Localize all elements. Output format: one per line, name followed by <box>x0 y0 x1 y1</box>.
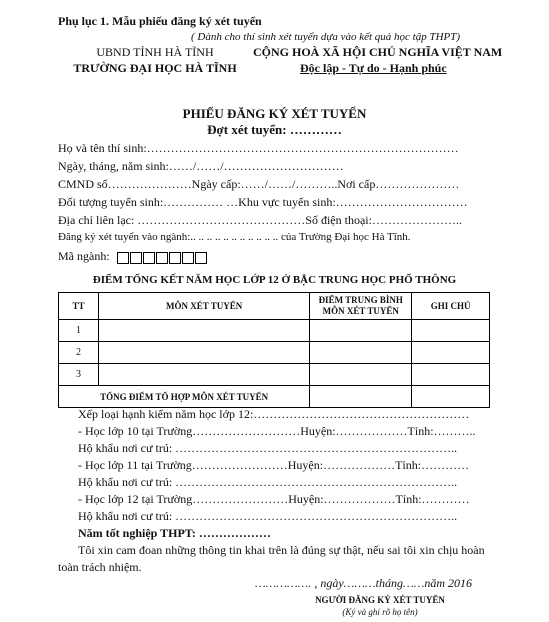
code-box[interactable] <box>169 252 181 264</box>
grade10-school-line[interactable]: - Học lớp 10 tại Trường………………………Huyện:………………Tỉnh:……….. <box>78 424 476 438</box>
field-birth-date[interactable]: Ngày, tháng, năm sinh:……/……/………………………… <box>58 159 344 173</box>
total-row <box>59 386 490 408</box>
appendix-title: Phụ lục 1. Mẫu phiếu đăng ký xét tuyển <box>58 14 262 28</box>
declaration-line1: Tôi xin cam đoan những thông tin khai trên là đúng sự thật, nếu sai tôi xin chịu hoàn <box>78 543 485 557</box>
signature-note: (Ký và ghi rõ họ tên) <box>342 607 418 617</box>
grade11-school-line[interactable]: - Học lớp 11 tại Trường……………………Huyện:………………Tỉnh:………… <box>78 458 470 472</box>
graduation-year-line[interactable]: Năm tốt nghiệp THPT: ……………… <box>78 526 271 540</box>
average-cell[interactable] <box>310 364 412 386</box>
table-heading: ĐIỂM TỔNG KẾT NĂM HỌC LỚP 12 Ở BẬC TRUNG HỌC PHỔ THÔNG <box>92 274 457 286</box>
code-box[interactable] <box>117 252 129 264</box>
total-label: TỔNG ĐIỂM TỔ HỢP MÔN XÉT TUYỂN <box>59 386 310 408</box>
col-note-header: GHI CHÚ <box>412 293 490 320</box>
code-box[interactable] <box>195 252 207 264</box>
grade10-residence-line[interactable]: Hộ khẩu nơi cư trú: …………………………………………………………….. <box>78 441 458 455</box>
code-box[interactable] <box>156 252 168 264</box>
col-average-header: ĐIỂM TRUNG BÌNH MÔN XÉT TUYỂN <box>310 293 412 320</box>
table-row <box>59 342 490 364</box>
declaration-line2: toàn trách nhiệm. <box>58 560 142 574</box>
field-id-card[interactable]: CMND số…………………Ngày cấp:……/……/………..Nơi cấp………………… <box>58 177 460 191</box>
table-row <box>59 320 490 342</box>
total-note-cell[interactable] <box>412 386 490 408</box>
row-number: 2 <box>59 342 99 364</box>
grade12-school-line[interactable]: - Học lớp 12 tại Trường……………………Huyện:………………Tỉnh:………… <box>78 492 470 506</box>
row-number: 1 <box>59 320 99 342</box>
conduct-rating-line[interactable]: Xếp loại hạnh kiểm năm học lớp 12:……………………………………………… <box>78 407 470 421</box>
major-code-row <box>58 249 208 265</box>
field-major-registration[interactable]: Đăng ký xét tuyển vào ngành:.. .. .. .. .. .. .. .. .. .. .. của Trường Đại học Hà Tĩnh. <box>58 231 411 243</box>
note-cell[interactable] <box>412 364 490 386</box>
field-full-name[interactable]: Họ và tên thí sinh:…………………………………………………………………… <box>58 141 459 155</box>
header-right-line1: CỘNG HOÀ XÃ HỘI CHỦ NGHĨA VIỆT NAM <box>253 45 503 59</box>
form-round: Đợt xét tuyển: ………… <box>207 122 342 137</box>
header-left-line2: TRƯỜNG ĐẠI HỌC HÀ TĨNH <box>73 61 237 75</box>
code-box[interactable] <box>130 252 142 264</box>
appendix-note: ( Dành cho thí sinh xét tuyển dựa vào kết quả học tập THPT) <box>191 31 461 43</box>
note-cell[interactable] <box>412 342 490 364</box>
average-cell[interactable] <box>310 320 412 342</box>
major-code-label: Mã ngành: <box>58 249 110 263</box>
signature-title: NGƯỜI ĐĂNG KÝ XÉT TUYỂN <box>315 595 445 605</box>
subject-cell[interactable] <box>98 342 309 364</box>
total-value-cell[interactable] <box>310 386 412 408</box>
header-right-line2: Độc lập - Tự do - Hạnh phúc <box>300 61 447 75</box>
grade11-residence-line[interactable]: Hộ khẩu nơi cư trú: …………………………………………………………….. <box>78 475 458 489</box>
table-header-row <box>59 293 490 320</box>
subject-cell[interactable] <box>98 320 309 342</box>
header-left-line1: UBND TỈNH HÀ TĨNH <box>96 45 214 59</box>
code-box[interactable] <box>182 252 194 264</box>
grade12-residence-line[interactable]: Hộ khẩu nơi cư trú: …………………………………………………………….. <box>78 509 458 523</box>
average-cell[interactable] <box>310 342 412 364</box>
scores-table <box>58 292 490 408</box>
field-address[interactable]: Địa chỉ liên lạc: ……………………………………Số điện thoại:………………….. <box>58 213 462 227</box>
code-box[interactable] <box>143 252 155 264</box>
row-number: 3 <box>59 364 99 386</box>
col-subject-header: MÔN XÉT TUYỂN <box>98 293 309 320</box>
col-tt-header: TT <box>59 293 99 320</box>
form-title: PHIẾU ĐĂNG KÝ XÉT TUYỂN <box>182 106 367 121</box>
note-cell[interactable] <box>412 320 490 342</box>
signature-date-line[interactable]: ……………. , ngày………tháng……năm 2016 <box>255 576 473 590</box>
field-candidate-type[interactable]: Đối tượng tuyển sinh:…………… …Khu vực tuyển sinh:…………………………… <box>58 195 468 209</box>
major-code-boxes[interactable] <box>117 250 208 265</box>
subject-cell[interactable] <box>98 364 309 386</box>
table-row <box>59 364 490 386</box>
